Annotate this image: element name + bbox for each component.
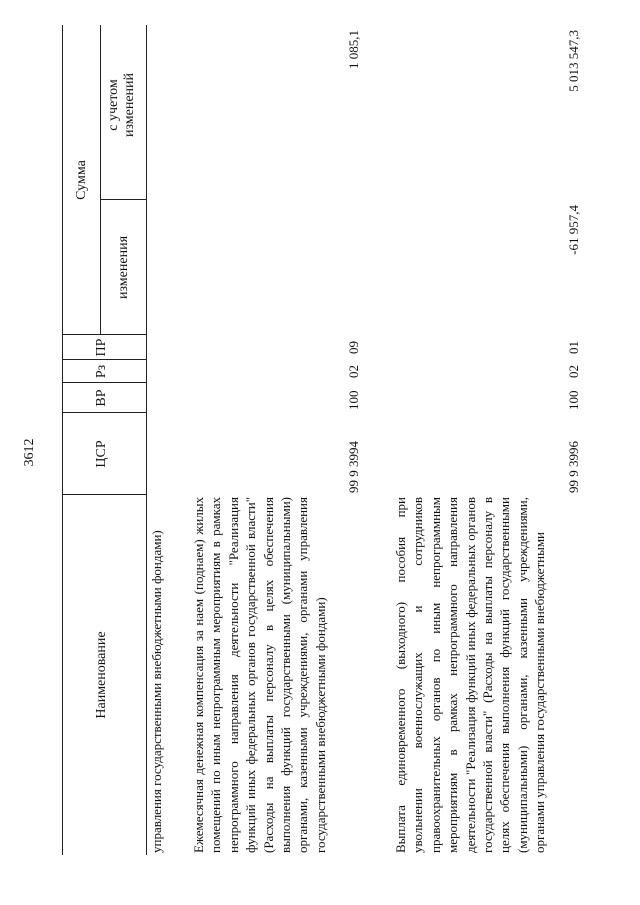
header-change: изменения: [116, 235, 131, 300]
row-rz-severance-pay: 02: [566, 365, 581, 378]
row-csr-severance-pay: 99 9 3996: [566, 441, 581, 493]
row-name-severance-pay: Выплата единовременного (выходного) пособия при увольнении военнослужащих и сотрудников правоохранительных органов по иным непрограммным мероприятиям в рамках непрограммного направления деятельности "Реализация функций иных федеральных органов государственной власти" (Расходы на выплаты персоналу в целях обеспечения выполнения функций государственными (муниципальными) органами, казенными учреждениями, органами управления государственными внебюджетными: [393, 497, 548, 853]
row-rz-housing-compensation: 02: [346, 365, 361, 378]
page-number: 3612: [22, 438, 37, 467]
row-total-severance-pay: 5 013 547,3: [566, 30, 581, 92]
row-name-housing-compensation: Ежемесячная денежная компенсация за наем (поднаем) жилых помещений по иным непрограммным мероприятиям в рамках непрограммного направления деятельности "Реализация функций иных федеральных органов государственной власти" (Расходы на выплаты персоналу в целях обеспечения выполнения функций государственными (муниципальными) органами, казенными учреждениями, органами управления государственными внебюджетными фондами): [191, 497, 328, 853]
row-vr-severance-pay: 100: [566, 390, 581, 410]
table-top-border: [62, 25, 63, 855]
row-total-housing-compensation: 1 085,1: [346, 30, 361, 69]
header-csr: ЦСР: [94, 440, 109, 468]
row-change-severance-pay: -61 957,4: [566, 205, 581, 255]
row-pr-severance-pay: 01: [566, 341, 581, 354]
row-name-continuation: управления государственными внебюджетными фондами): [149, 530, 164, 853]
header-rz: Рз: [94, 364, 109, 379]
header-sum: Сумма: [74, 160, 89, 200]
sum-subheader-divider: [100, 25, 101, 335]
header-vr: ВР: [94, 389, 109, 407]
row-pr-housing-compensation: 09: [346, 341, 361, 354]
header-bottom-border: [146, 25, 147, 855]
header-name: Наименование: [94, 631, 109, 719]
header-pr: ПР: [94, 338, 109, 357]
header-with-changes: с учетом изменений: [106, 72, 137, 138]
row-csr-housing-compensation: 99 9 3994: [346, 441, 361, 493]
row-vr-housing-compensation: 100: [346, 390, 361, 410]
